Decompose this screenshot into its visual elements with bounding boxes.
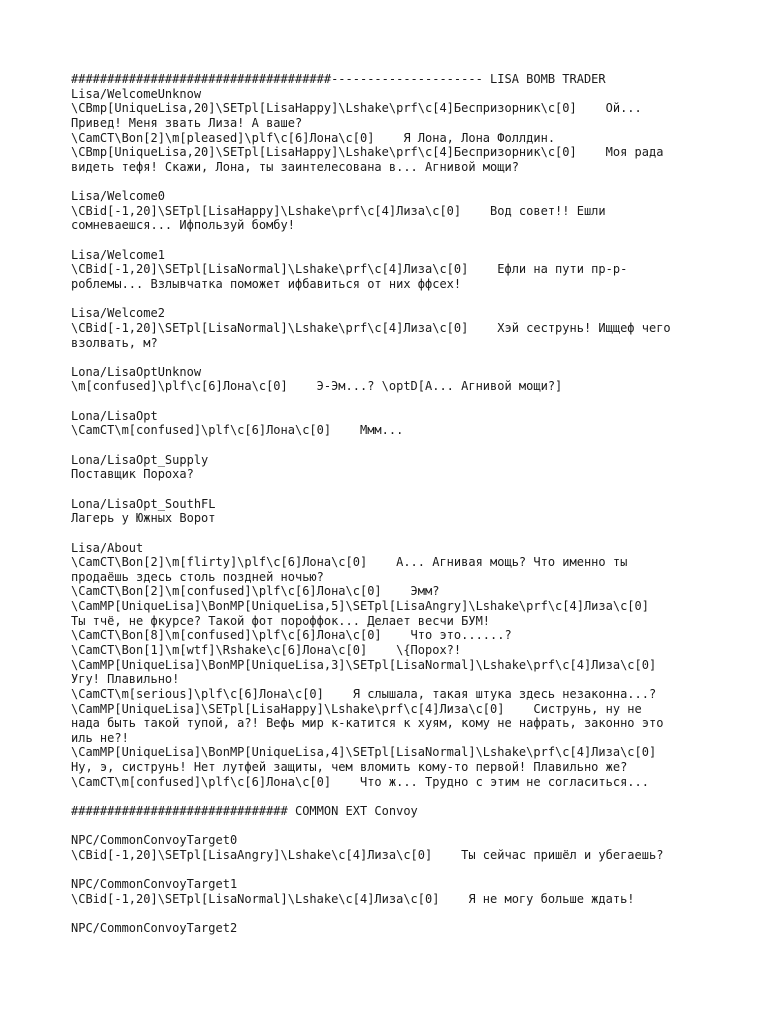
text-line: Lona/LisaOpt bbox=[71, 408, 158, 423]
text-line: Ну, э, систрунь! Нет лутфей защиты, чем вломить кому-то первой! Плавильно же? bbox=[71, 760, 628, 775]
text-line: Ты тчё, не фкурсе? Такой фот пороффок... Делает весчи БУМ! bbox=[71, 613, 491, 628]
text-line: \CBid[-1,20]\SETpl[LisaNormal]\Lshake\c[4]Лиза\c[0] Я не могу больше ждать! bbox=[71, 891, 635, 906]
blank-line bbox=[71, 526, 711, 541]
text-line: \CBmp[UniqueLisa,20]\SETpl[LisaHappy]\Lshake\prf\c[4]Беспризорник\c[0] Моя рада bbox=[71, 145, 664, 160]
blank-line bbox=[71, 350, 711, 365]
text-line: Lona/LisaOptUnknow bbox=[71, 364, 202, 379]
text-line: взолвать, м? bbox=[71, 335, 158, 350]
text-line: Lona/LisaOpt_SouthFL bbox=[71, 496, 216, 511]
text-line: \CamCT\Bon[2]\m[confused]\plf\c[6]Лона\c[0] Эмм? bbox=[71, 584, 440, 599]
text-line: \CBid[-1,20]\SETpl[LisaNormal]\Lshake\prf\c[4]Лиза\c[0] Ефли на пути пр-р- bbox=[71, 262, 628, 277]
text-line: \CBid[-1,20]\SETpl[LisaHappy]\Lshake\prf\c[4]Лиза\c[0] Вод совет!! Ешли bbox=[71, 203, 606, 218]
text-line: Привед! Меня звать Лиза! А ваше? bbox=[71, 115, 303, 130]
text-line: NPC/CommonConvoyTarget2 bbox=[71, 921, 238, 936]
blank-line bbox=[71, 819, 711, 834]
text-line: ############################## COMMON EXT Convoy bbox=[71, 804, 418, 819]
blank-line bbox=[71, 394, 711, 409]
blank-line bbox=[71, 438, 711, 453]
text-line: \CamCT\Bon[2]\m[flirty]\plf\c[6]Лона\c[0] А... Агнивая мощь? Что именно ты bbox=[71, 555, 628, 570]
text-line: \CamCT\Bon[1]\m[wtf]\Rshake\c[6]Лона\c[0] \{Порох?! bbox=[71, 642, 462, 657]
text-line: Угу! Плавильно! bbox=[71, 672, 180, 687]
text-line: продаёшь здесь столь поздней ночью? bbox=[71, 569, 324, 584]
text-line: сомневаешся... Ифпользуй бомбу! bbox=[71, 218, 295, 233]
text-line: Lisa/Welcome1 bbox=[71, 247, 165, 262]
text-line: иль не?! bbox=[71, 730, 129, 745]
blank-line bbox=[71, 174, 711, 189]
text-line: \CBid[-1,20]\SETpl[LisaNormal]\Lshake\prf\c[4]Лиза\c[0] Хэй сеструнь! Ищщеф чего bbox=[71, 320, 671, 335]
text-line: \CamCT\Bon[8]\m[confused]\plf\c[6]Лона\c[0] Что это......? bbox=[71, 628, 512, 643]
text-line: Лагерь у Южных Ворот bbox=[71, 511, 216, 526]
text-line: \CBid[-1,20]\SETpl[LisaAngry]\Lshake\c[4]Лиза\c[0] Ты сейчас пришёл и убегаешь? bbox=[71, 847, 664, 862]
text-line: \CamMP[UniqueLisa]\BonMP[UniqueLisa,4]\SETpl[LisaNormal]\Lshake\prf\c[4]Лиза\c[0] bbox=[71, 745, 657, 760]
text-line: видеть тефя! Скажи, Лона, ты заинтелесована в... Агнивой мощи? bbox=[71, 159, 519, 174]
text-line: Lisa/Welcome2 bbox=[71, 306, 165, 321]
document-page bbox=[71, 72, 711, 936]
text-line: \CamMP[UniqueLisa]\SETpl[LisaHappy]\Lshake\prf\c[4]Лиза\c[0] Систрунь, ну не bbox=[71, 701, 642, 716]
blank-line bbox=[71, 789, 711, 804]
text-line: \CamCT\m[serious]\plf\c[6]Лона\c[0] Я слышала, такая штука здесь незаконна...? bbox=[71, 686, 657, 701]
text-line: NPC/CommonConvoyTarget1 bbox=[71, 877, 238, 892]
blank-line bbox=[71, 233, 711, 248]
blank-line bbox=[71, 292, 711, 307]
text-line: Поставщик Пороха? bbox=[71, 467, 194, 482]
blank-line bbox=[71, 863, 711, 878]
text-line: \CamCT\m[confused]\plf\c[6]Лона\c[0] Ммм... bbox=[71, 423, 404, 438]
text-line: ####################################--------------------- LISA BOMB TRADER bbox=[71, 72, 606, 86]
text-line: \CBmp[UniqueLisa,20]\SETpl[LisaHappy]\Lshake\prf\c[4]Беспризорник\c[0] Ой... bbox=[71, 101, 642, 116]
text-line: NPC/CommonConvoyTarget0 bbox=[71, 833, 238, 848]
text-line: \CamCT\Bon[2]\m[pleased]\plf\c[6]Лона\c[0] Я Лона, Лона Фоллдин. bbox=[71, 130, 556, 145]
text-line: \CamCT\m[confused]\plf\c[6]Лона\c[0] Что ж... Трудно с этим не согласиться... bbox=[71, 774, 649, 789]
text-line: \CamMP[UniqueLisa]\BonMP[UniqueLisa,5]\SETpl[LisaAngry]\Lshake\prf\c[4]Лиза\c[0] bbox=[71, 599, 649, 614]
text-line: \m[confused]\plf\c[6]Лона\c[0] Э-Эм...? \optD[А... Агнивой мощи?] bbox=[71, 379, 563, 394]
text-line: Lisa/About bbox=[71, 540, 144, 555]
text-line: нада быть такой тупой, а?! Вефь мир к-катится к хуям, кому не нафрать, законно это bbox=[71, 716, 664, 731]
text-line: Lona/LisaOpt_Supply bbox=[71, 452, 209, 467]
text-line: Lisa/Welcome0 bbox=[71, 189, 165, 204]
blank-line bbox=[71, 907, 711, 922]
blank-line bbox=[71, 482, 711, 497]
text-line: Lisa/WelcomeUnknow bbox=[71, 86, 202, 101]
text-line: роблемы... Взлывчатка поможет ифбавиться от них ффсех! bbox=[71, 276, 462, 291]
text-line: \CamMP[UniqueLisa]\BonMP[UniqueLisa,3]\SETpl[LisaNormal]\Lshake\prf\c[4]Лиза\c[0] bbox=[71, 657, 657, 672]
